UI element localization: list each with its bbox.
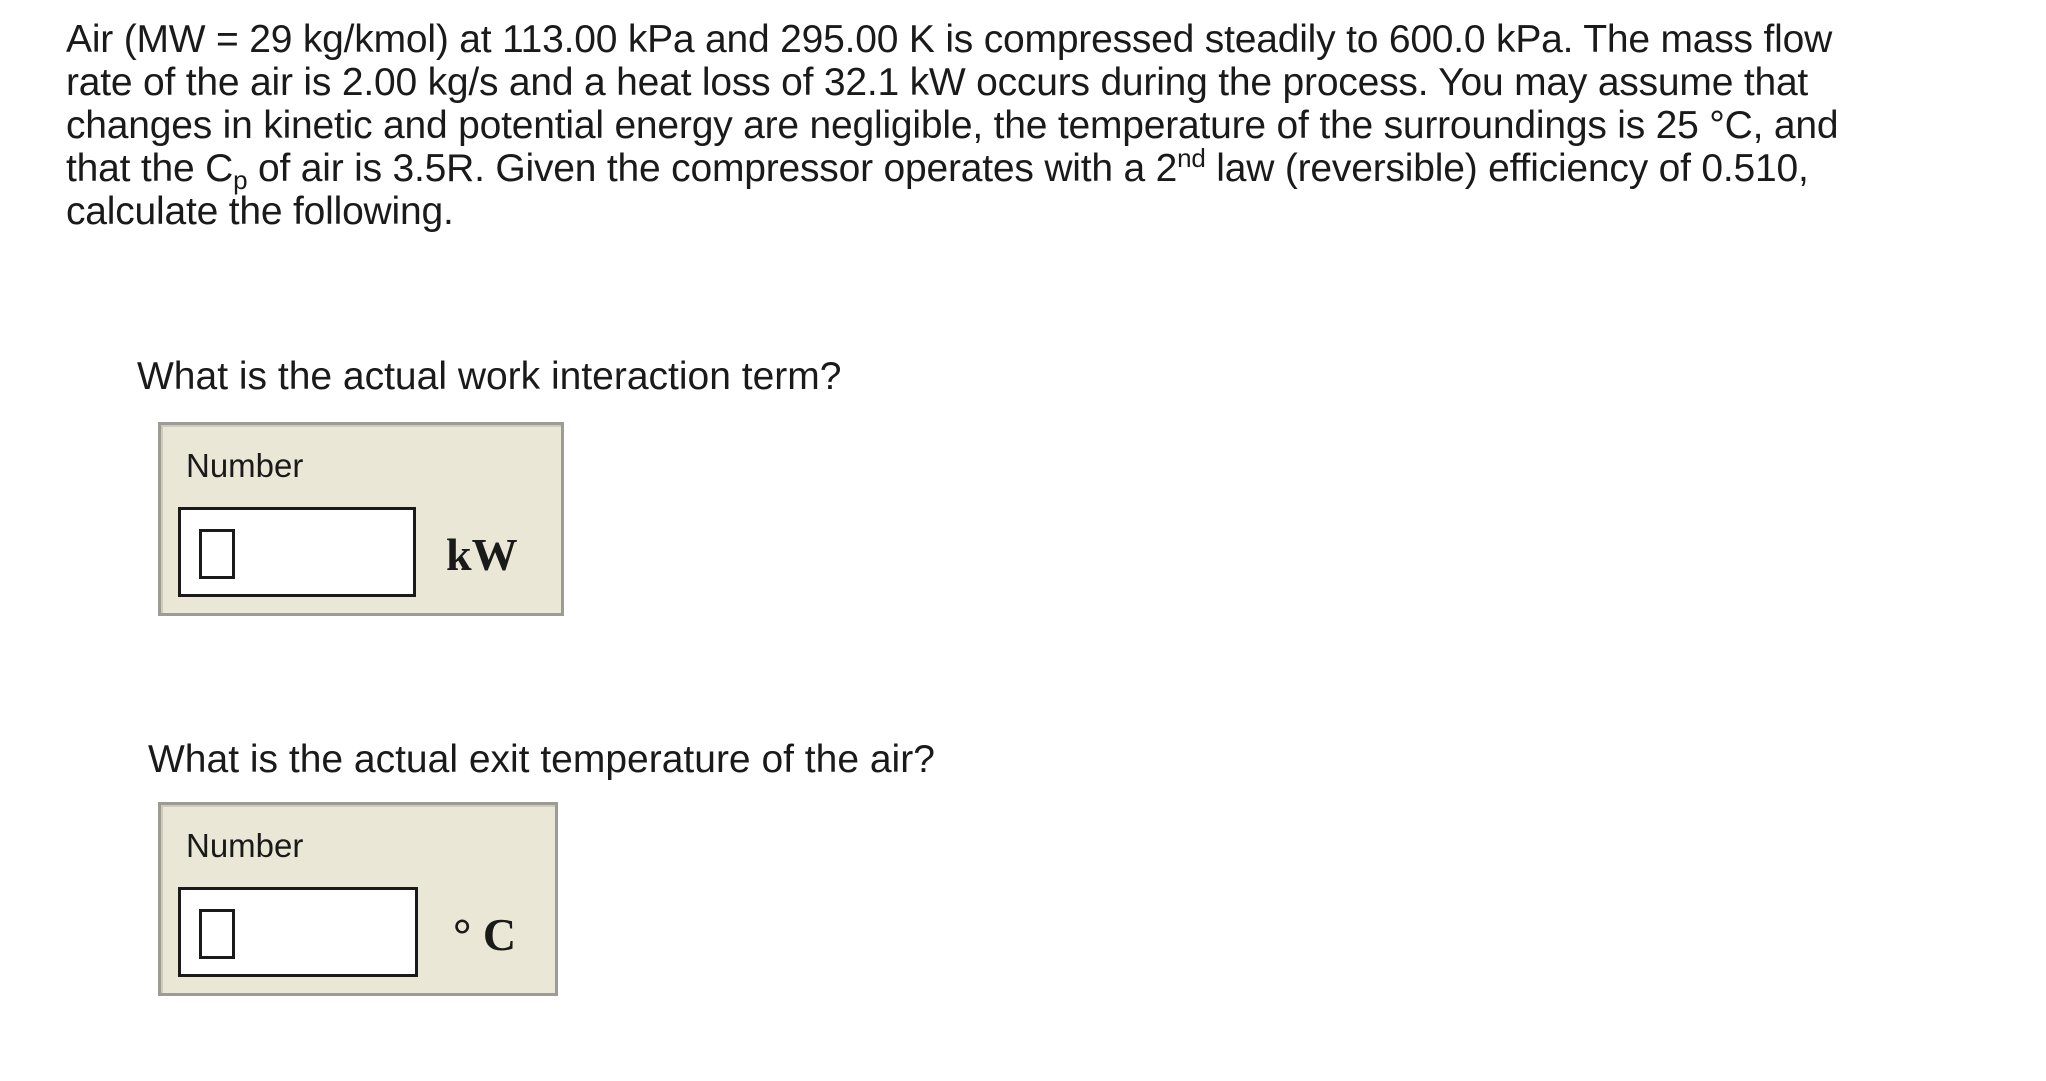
unit-label-celsius: ° C bbox=[453, 909, 517, 960]
question-exit-temperature-prompt: What is the actual exit temperature of the air? bbox=[148, 738, 935, 781]
problem-line-3: changes in kinetic and potential energy are negligible, the temperature of the surroundings is 25 °C, and bbox=[66, 104, 1839, 147]
unit-label-kw: kW bbox=[446, 529, 518, 580]
number-label: Number bbox=[186, 827, 304, 864]
problem-line-2: rate of the air is 2.00 kg/s and a heat loss of 32.1 kW occurs during the process. You may assume that bbox=[66, 61, 1809, 104]
problem-line-4-part-a: that the C bbox=[66, 147, 234, 190]
problem-line-5: calculate the following. bbox=[66, 190, 454, 233]
problem-line-4-part-b: of air is 3.5R. Given the compressor operates with a 2 bbox=[247, 147, 1178, 190]
ordinal-superscript: nd bbox=[1177, 143, 1206, 173]
problem-line-4 bbox=[66, 143, 2026, 195]
answer-box-work bbox=[158, 422, 564, 616]
problem-statement bbox=[66, 18, 2026, 233]
problem-line-1: Air (MW = 29 kg/kmol) at 113.00 kPa and 295.00 K is compressed steadily to 600.0 kPa. The mass flow bbox=[66, 18, 1833, 61]
answer-box-exit-temperature bbox=[158, 802, 558, 996]
question-work-prompt: What is the actual work interaction term? bbox=[137, 355, 842, 398]
problem-line-4-part-c: law (reversible) efficiency of 0.510, bbox=[1205, 147, 1809, 190]
cp-subscript: p bbox=[233, 165, 248, 195]
work-number-input[interactable] bbox=[178, 507, 416, 597]
exit-temperature-number-input[interactable] bbox=[178, 887, 418, 977]
number-label: Number bbox=[186, 447, 304, 484]
